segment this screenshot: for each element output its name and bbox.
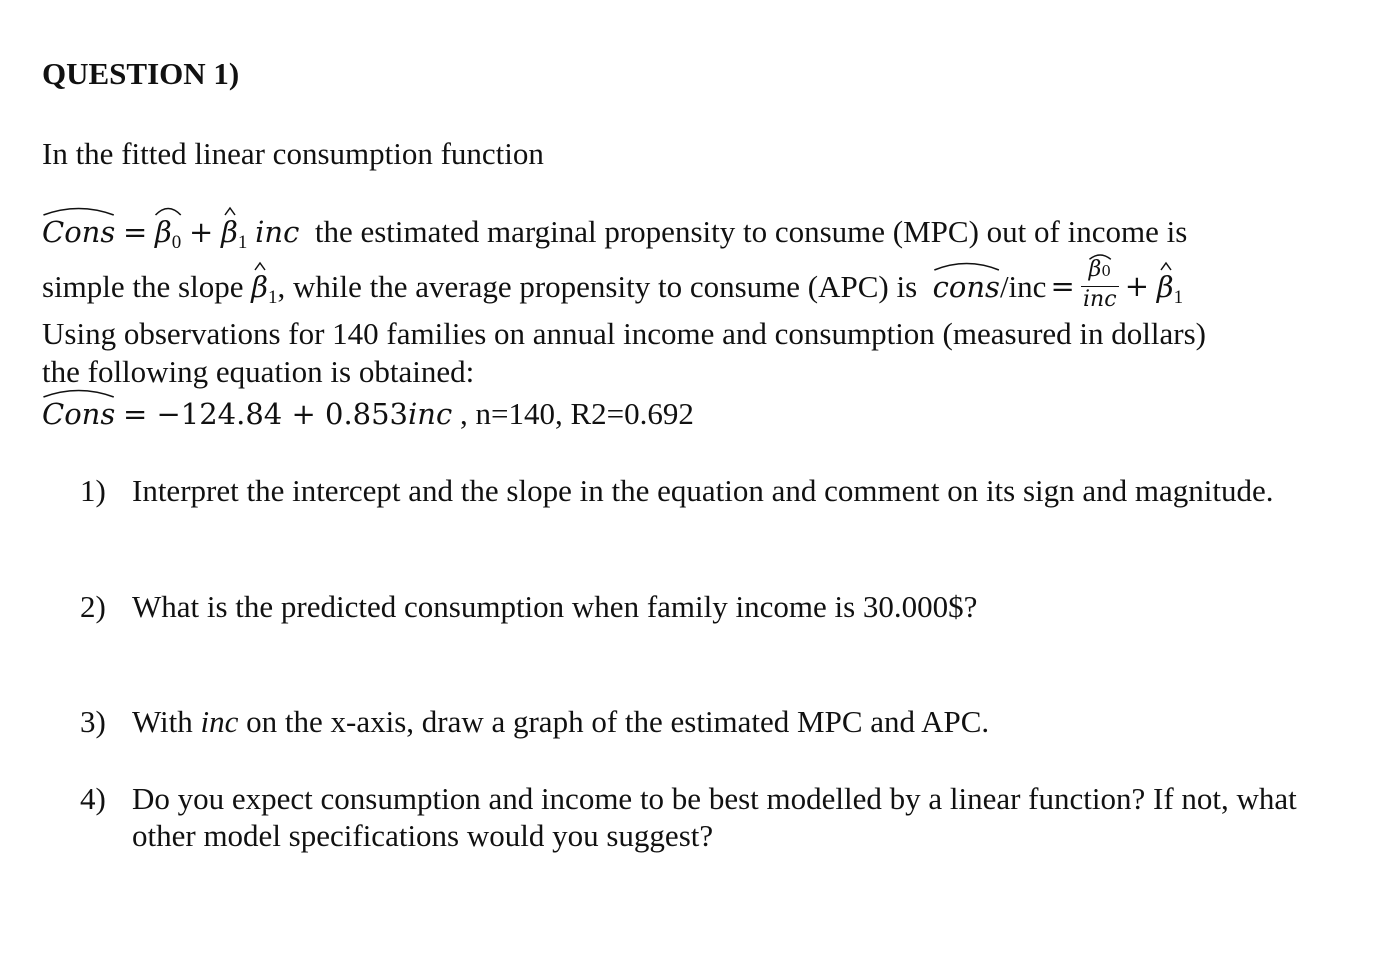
question-item [80, 472, 1310, 509]
widehat-accent [42, 204, 115, 216]
inc-variable: inc [255, 215, 300, 249]
apc-line [42, 258, 1183, 314]
hat-accent [253, 261, 267, 271]
question-text [132, 703, 1310, 740]
question-title: QUESTION 1) [42, 56, 240, 91]
hat-accent [1159, 261, 1173, 271]
plus-sign: + [189, 215, 214, 249]
beta1-symbol: β [1156, 269, 1174, 304]
fitted-rhs: = −124.84 + 0.853 [122, 397, 409, 431]
beta1-subscript: 1 [1173, 286, 1184, 308]
beta0-subscript: 0 [1101, 262, 1111, 280]
question-text-a: With [132, 704, 193, 739]
question-number: 2) [80, 589, 106, 624]
slope-text: simple the slope [42, 268, 244, 304]
plus-sign: + [1124, 268, 1150, 303]
beta0-symbol: β [155, 215, 172, 249]
beta1-hat [221, 215, 248, 253]
cons-hat-small [933, 271, 1000, 302]
question-text-b: on the x-axis, draw a graph of the estimated MPC and APC. [246, 704, 990, 739]
slash-inc: /inc [999, 268, 1047, 304]
inc-variable: inc [200, 704, 239, 739]
widehat-accent [1089, 252, 1111, 260]
beta1-hat [251, 269, 278, 308]
hat-accent [223, 206, 237, 216]
cons-symbol: Cons [42, 397, 116, 431]
observations-text: Using observations for 140 families on annual income and consumption (measured in dollars) [42, 316, 1206, 351]
fraction-denominator: inc [1082, 287, 1117, 312]
question-text: Do you expect consumption and income to be best modelled by a linear function? If not, what other model specifications would you suggest? [132, 781, 1297, 853]
beta1-symbol: β [221, 215, 238, 249]
beta1-subscript: 1 [237, 232, 248, 253]
beta1-symbol: β [251, 269, 268, 304]
apc-text: , while the average propensity to consume (APC) is [277, 268, 918, 304]
widehat-accent [933, 259, 1000, 271]
question-text: Interpret the intercept and the slope in the equation and comment on its sign and magnitude. [132, 473, 1274, 508]
equals-sign: = [1050, 268, 1075, 303]
beta0-symbol: β [1088, 257, 1102, 282]
question-item [80, 780, 1310, 854]
widehat-accent [42, 386, 115, 398]
beta0-over-inc-fraction [1079, 259, 1121, 313]
fitted-equation [42, 398, 694, 429]
widehat-accent [155, 204, 181, 216]
question-number: 3) [80, 704, 106, 739]
fitted-stats: , n=140, R2=0.692 [452, 396, 694, 431]
model-equation-line [42, 214, 1188, 253]
question-text: What is the predicted consumption when family income is 30.000$? [132, 589, 978, 624]
equation-intro-text: the following equation is obtained: [42, 354, 475, 389]
beta0-hat [1089, 259, 1111, 281]
fraction-numerator [1079, 259, 1121, 281]
beta1-hat [1156, 269, 1184, 308]
mpc-description: the estimated marginal propensity to consume (MPC) out of income is [314, 214, 1188, 249]
beta0-hat [155, 215, 182, 253]
beta1-subscript: 1 [268, 286, 278, 308]
cons-symbol: Cons [42, 215, 116, 249]
cons-hat [42, 398, 115, 429]
cons-hat [42, 216, 115, 247]
inc-variable: inc [408, 397, 453, 431]
question-number: 1) [80, 473, 106, 508]
cons-lower-symbol: cons [932, 269, 1000, 304]
intro-text: In the fitted linear consumption function [42, 136, 544, 171]
beta0-subscript: 0 [171, 232, 182, 253]
question-item [80, 588, 1310, 625]
equals-sign: = [122, 215, 148, 249]
question-item [80, 703, 1310, 740]
question-number: 4) [80, 781, 106, 816]
